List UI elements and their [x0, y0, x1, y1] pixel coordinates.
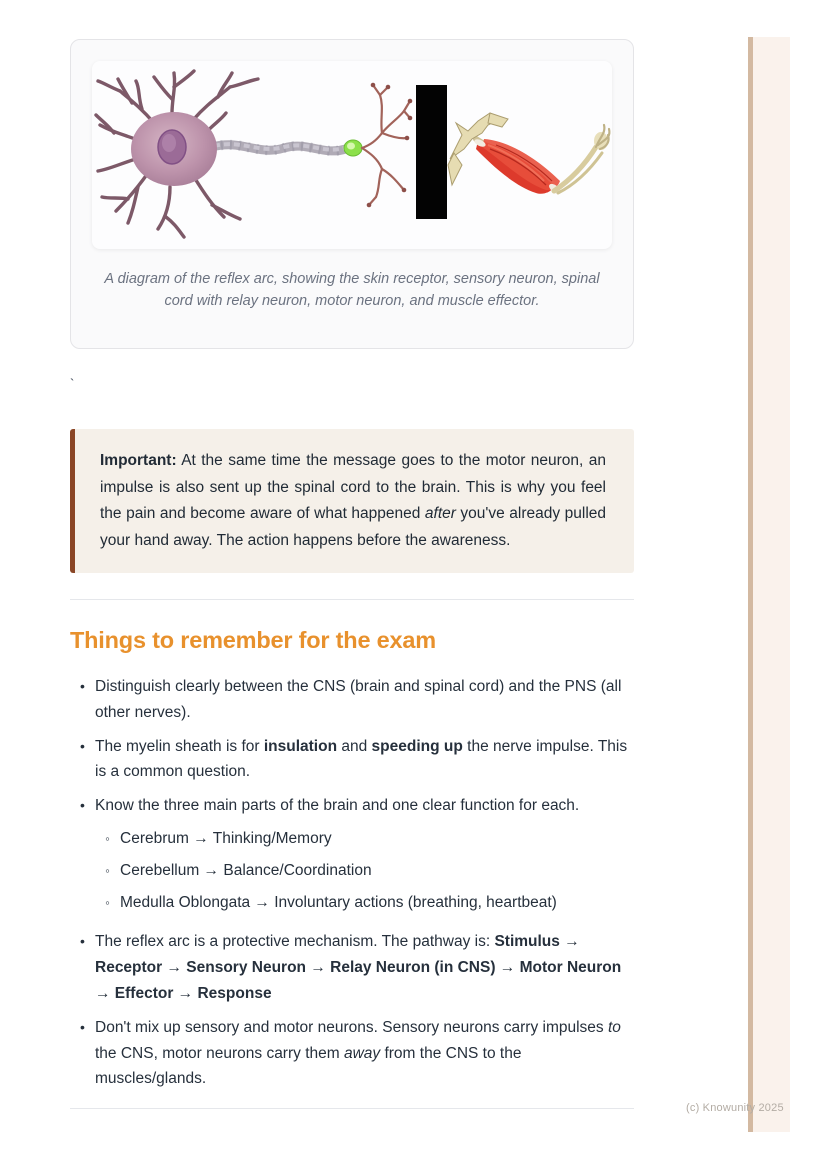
- list-item: [70, 793, 634, 921]
- text-segment: At the same time the message goes to the motor neuron, an impulse is also sent up the spinal cord to the brain. This is why you feel the pain and become aware of what happened: [100, 452, 606, 522]
- bullet-icon: •: [80, 1018, 85, 1035]
- exam-list: [70, 674, 634, 1092]
- bullet-icon: •: [80, 678, 85, 694]
- copyright-notice: (c) Knowunity 2025: [686, 1102, 784, 1114]
- list-item: [70, 1015, 634, 1092]
- text-segment: from the CNS to the muscles/glands.: [95, 1044, 522, 1088]
- text-segment: the CNS, motor neurons carry them: [95, 1044, 344, 1062]
- list-item: [70, 929, 634, 1006]
- stray-backtick-text: `: [70, 376, 75, 391]
- circle-bullet-icon: ◦: [105, 830, 110, 846]
- important-callout: [70, 429, 634, 573]
- text-segment: after: [424, 505, 456, 522]
- text-segment: insulation: [263, 737, 338, 755]
- text-segment: Know the three main parts of the brain and one clear function for each.: [95, 797, 580, 815]
- list-item: [70, 674, 634, 726]
- list-item: [70, 734, 634, 786]
- bullet-icon: •: [80, 933, 85, 950]
- list-item-text: [95, 734, 634, 786]
- text-segment: Important:: [100, 452, 177, 469]
- figure-caption: A diagram of the reflex arc, showing the skin receptor, sensory neuron, spinal cord with relay neuron, motor neuron, and muscle effector.: [104, 271, 600, 309]
- page-edge-stripe: [748, 37, 790, 1132]
- divider: [70, 599, 634, 600]
- sublist-item: [95, 890, 634, 916]
- text-segment: speeding up: [371, 737, 463, 755]
- text-segment: away: [343, 1044, 381, 1062]
- reflex-arc-illustration: [92, 61, 612, 249]
- text-segment: Distinguish clearly between the CNS (brain and spinal cord) and the PNS (all other nerves).: [95, 678, 622, 721]
- text-segment: Don't mix up sensory and motor neurons. Sensory neurons carry impulses: [95, 1018, 608, 1036]
- text-segment: to: [607, 1018, 621, 1036]
- reflex-arc-svg: [92, 61, 612, 249]
- relay-neuron-terminals: [367, 83, 413, 208]
- text-segment: the nerve impulse. This is a common question.: [95, 737, 628, 781]
- synapse-icon: [344, 140, 362, 156]
- list-item-text: [95, 793, 634, 921]
- sublist-item-text: Cerebellum → Balance/Coordination: [120, 861, 372, 879]
- list-item-text: [95, 674, 634, 726]
- figure-card: [70, 39, 634, 349]
- sublist-item: [95, 826, 634, 852]
- text-segment: Stimulus → Receptor → Sensory Neuron → Relay Neuron (in CNS) → Motor Neuron → Effector → Response: [95, 933, 622, 1002]
- list-item-text: [95, 929, 634, 1006]
- text-segment: and: [337, 737, 372, 755]
- myelinated-axon: [212, 144, 346, 151]
- list-item-text: [95, 1015, 634, 1092]
- sensory-neuron-soma: [131, 112, 217, 186]
- text-segment: The reflex arc is a protective mechanism. The pathway is:: [95, 933, 495, 951]
- document-content: [70, 39, 634, 1109]
- text-segment: The myelin sheath is for: [95, 737, 264, 755]
- relay-neuron: [362, 85, 410, 205]
- bullet-icon: •: [80, 737, 85, 754]
- sublist-item-text: Medulla Oblongata → Involuntary actions (breathing, heartbeat): [120, 893, 557, 911]
- circle-bullet-icon: ◦: [105, 862, 110, 878]
- text-segment: you've already pulled your hand away. The action happens before the awareness.: [100, 505, 606, 549]
- spinal-cord-bar: [416, 85, 447, 219]
- sublist: [95, 826, 634, 915]
- muscle-effector-arm: [448, 113, 609, 196]
- callout-text: [100, 448, 606, 554]
- circle-bullet-icon: ◦: [105, 894, 110, 910]
- sublist-item: [95, 858, 634, 884]
- divider: [70, 1108, 634, 1109]
- section-heading: Things to remember for the exam: [70, 627, 436, 653]
- bullet-icon: •: [80, 797, 85, 814]
- sublist-item-text: Cerebrum → Thinking/Memory: [120, 829, 332, 847]
